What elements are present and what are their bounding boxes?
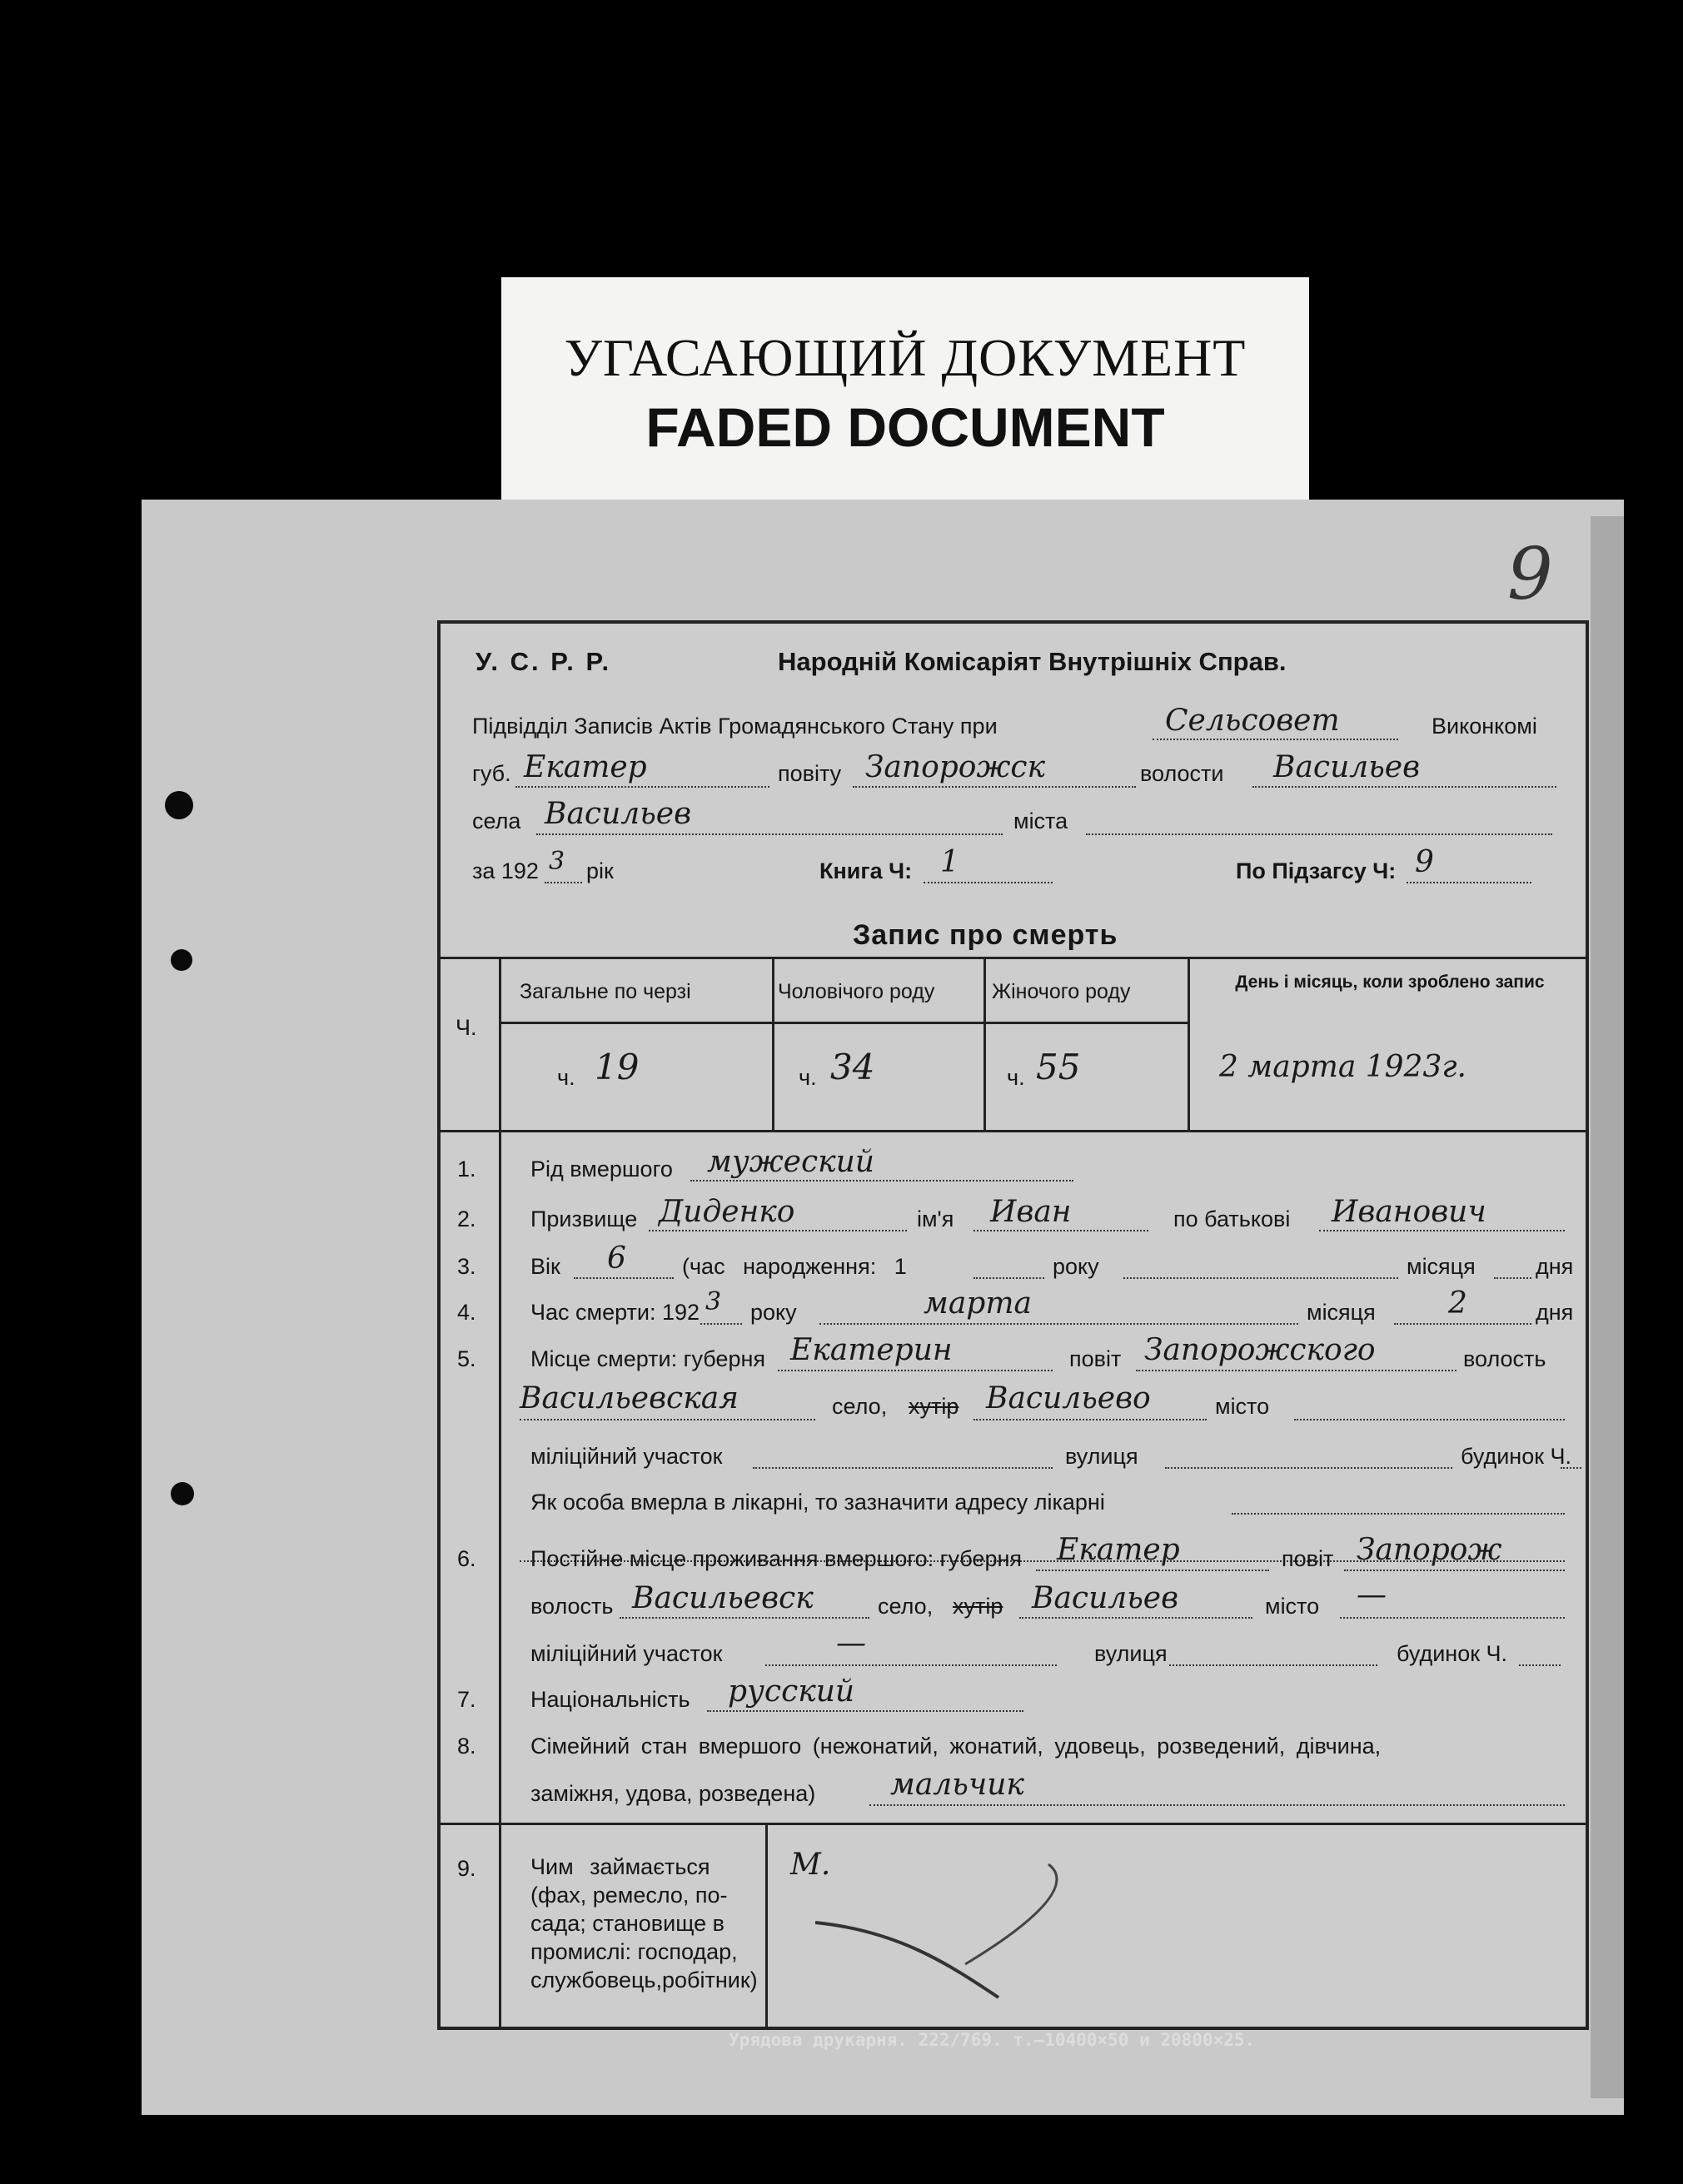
residence-povit-value: Запорож — [1357, 1533, 1502, 1567]
marital-label-2: заміжня, удова, розведена) — [530, 1781, 816, 1806]
occupation-line-4: промислі: господар, — [530, 1939, 738, 1964]
printer-footer: Урядова друкарня. 222/769. т.—10400×50 и 20800×25. — [729, 2030, 1256, 2050]
age-label: Вік — [530, 1254, 560, 1279]
subdivision-value: Сельсовет — [1165, 704, 1340, 738]
death-month-value: марта — [924, 1286, 1032, 1321]
gender-label: Рід вмершого — [530, 1157, 673, 1182]
commissariat-header: Народній Комісаріят Внутрішніх Справ. — [778, 647, 1287, 676]
death-misto-label: місто — [1215, 1394, 1270, 1419]
male-value: 34 — [830, 1047, 875, 1087]
general-ch: ч. — [557, 1065, 575, 1090]
residence-khutir-label: хутір — [953, 1594, 1003, 1619]
death-place-label: Місце смерти: губерня — [530, 1346, 765, 1371]
name-value: Иван — [990, 1195, 1072, 1229]
marital-label: Сімейний стан вмершого (нежонатий, жонатий, удовець, розведений, дівчина, — [530, 1734, 1382, 1759]
gub-value: Екатер — [524, 750, 647, 784]
residence-label: Постійне місце проживання вмершого: губерня — [530, 1546, 1022, 1571]
row-num: 4. — [457, 1300, 476, 1325]
birth-label: (час народження: 1 — [682, 1254, 907, 1279]
year-value: 3 — [549, 847, 565, 876]
death-gub-value: Екатерин — [790, 1333, 953, 1367]
row-num: 2. — [457, 1206, 476, 1231]
death-militia-label: міліційний участок — [530, 1444, 723, 1469]
row-num: 1. — [457, 1157, 476, 1182]
residence-misto-label: місто — [1265, 1594, 1320, 1619]
occupation-strike-stroke — [799, 1839, 1548, 2006]
row-num: 3. — [457, 1254, 476, 1279]
col-male: Чоловічого роду — [778, 980, 935, 1003]
row-num: 9. — [457, 1856, 476, 1881]
death-time-label: Час смерти: 192 — [530, 1300, 700, 1325]
nationality-label: Національність — [530, 1687, 690, 1712]
residence-house-label: будинок Ч. — [1397, 1641, 1508, 1666]
col-general: Загальне по черзі — [520, 980, 691, 1003]
row-num: 6. — [457, 1546, 476, 1571]
residence-volost-label: волость — [530, 1594, 614, 1619]
book-label: Книга Ч: — [819, 858, 913, 883]
death-selo-value: Васильево — [986, 1381, 1151, 1415]
ussr-header: У. С. Р. Р. — [476, 647, 612, 676]
patronymic-value: Иванович — [1332, 1195, 1486, 1229]
sheet-edge — [1591, 516, 1624, 2098]
povit-value: Запорожск — [865, 750, 1046, 784]
binding-hole — [165, 791, 193, 819]
col-female: Жіночого роду — [992, 980, 1131, 1003]
residence-militia-value: — — [836, 1626, 866, 1660]
faded-document-label — [501, 277, 1309, 502]
female-ch: ч. — [1007, 1065, 1025, 1090]
surname-value: Диденко — [659, 1195, 795, 1229]
year-prefix: за 192 — [472, 858, 539, 883]
residence-selo-label: село, — [878, 1594, 934, 1619]
death-house-label: будинок Ч. — [1461, 1444, 1572, 1469]
row-num: 7. — [457, 1687, 476, 1712]
binding-hole — [171, 949, 192, 971]
residence-gub-value: Екатер — [1057, 1533, 1180, 1567]
birth-day-label: дня — [1536, 1254, 1574, 1279]
sub-label: По Підзагсу Ч: — [1236, 858, 1397, 883]
marital-value: мальчик — [890, 1768, 1024, 1802]
selo-value: Васильев — [545, 797, 692, 831]
form-title: Запис про смерть — [853, 919, 1118, 951]
occupation-line-5: службовець,робітник) — [530, 1968, 758, 1992]
occupation-value: М. — [790, 1848, 831, 1882]
death-khutir-label: хутір — [909, 1394, 959, 1419]
label-russian: УГАСАЮЩИЙ ДОКУМЕНТ — [564, 328, 1247, 387]
nationality-value: русский — [728, 1674, 855, 1709]
gub-label: губ. — [472, 761, 511, 786]
gender-value: мужеский — [707, 1145, 874, 1179]
occupation-line-2: (фах, ремесло, по- — [530, 1883, 728, 1908]
volost-value: Васильев — [1273, 750, 1421, 784]
residence-misto-value: — — [1357, 1578, 1387, 1612]
row-num: 5. — [457, 1346, 476, 1371]
hospital-label: Як особа вмерла в лікарні, то зазначити адресу лікарні — [530, 1490, 1105, 1515]
death-street-label: вулиця — [1065, 1444, 1138, 1469]
death-povit-label: повіт — [1069, 1346, 1122, 1371]
residence-selo-value: Васильев — [1032, 1581, 1179, 1615]
residence-militia-label: міліційний участок — [530, 1641, 723, 1666]
death-day-value: 2 — [1448, 1286, 1467, 1321]
death-povit-value: Запорожского — [1144, 1333, 1376, 1367]
volost-label: волости — [1140, 761, 1224, 786]
sub-value: 9 — [1415, 845, 1434, 879]
male-ch: ч. — [799, 1065, 817, 1090]
general-value: 19 — [595, 1047, 640, 1087]
death-volost-value: Васильевская — [520, 1381, 739, 1415]
death-day-label: дня — [1536, 1300, 1574, 1325]
surname-label: Призвище — [530, 1206, 638, 1231]
death-volost-label: волость — [1463, 1346, 1546, 1371]
povit-label: повіту — [778, 761, 842, 786]
row-num: 8. — [457, 1734, 476, 1759]
name-label: ім'я — [917, 1206, 954, 1231]
selo-label: села — [472, 808, 521, 833]
death-year-value: 3 — [705, 1287, 722, 1316]
ch-head: Ч. — [456, 1015, 477, 1040]
binding-hole — [171, 1482, 194, 1505]
death-year-label: року — [750, 1300, 797, 1325]
birth-year-label: року — [1053, 1254, 1099, 1279]
year-suffix: рік — [586, 858, 614, 883]
occupation-line-1: Чим займається — [530, 1854, 710, 1879]
executive-label: Виконкомі — [1432, 714, 1537, 739]
death-month-label: місяця — [1307, 1300, 1376, 1325]
folio-number: 9 — [1507, 533, 1553, 616]
patronymic-label: по батькові — [1173, 1206, 1291, 1231]
residence-povit-label: повіт — [1282, 1546, 1334, 1571]
label-english: FADED DOCUMENT — [645, 396, 1165, 458]
birth-month-label: місяця — [1407, 1254, 1476, 1279]
mista-label: міста — [1013, 808, 1068, 833]
residence-volost-value: Васильевск — [632, 1581, 814, 1615]
col-date: День і місяць, коли зроблено запис — [1235, 973, 1545, 992]
residence-street-label: вулиця — [1094, 1641, 1168, 1666]
death-selo-label: село, — [832, 1394, 888, 1419]
death-record-form — [437, 620, 1589, 2030]
book-value: 1 — [940, 845, 959, 879]
subdivision-label: Підвідділ Записів Актів Громадянського Стану при — [472, 714, 998, 739]
age-value: 6 — [607, 1241, 626, 1276]
female-value: 55 — [1036, 1047, 1081, 1087]
occupation-line-3: сада; становище в — [530, 1911, 724, 1936]
date-value: 2 марта 1923г. — [1219, 1050, 1466, 1084]
